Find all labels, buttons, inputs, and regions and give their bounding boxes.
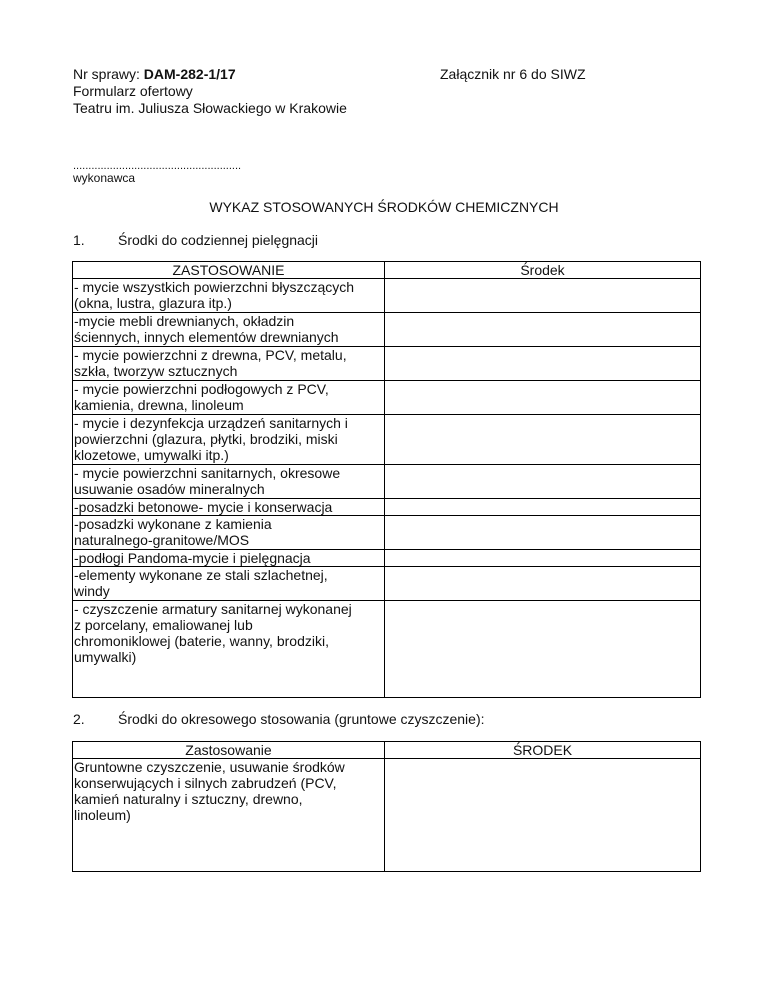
application-text-line: usuwanie osadów mineralnych — [74, 481, 265, 497]
product-entry-cell[interactable] — [385, 516, 701, 550]
table-row — [73, 601, 701, 698]
application-cell — [73, 415, 385, 465]
contractor-label: wykonawca — [73, 171, 136, 185]
table-row — [73, 465, 701, 499]
form-line: Formularz ofertowy — [73, 83, 193, 99]
application-text-line: Gruntowne czyszczenie, usuwanie środków — [74, 759, 345, 775]
table-row — [73, 415, 701, 465]
product-entry-cell[interactable] — [385, 567, 701, 601]
section1-heading: Środki do codziennej pielęgnacji — [118, 232, 319, 248]
product-entry-cell[interactable] — [385, 347, 701, 381]
application-text-line: linoleum) — [74, 807, 131, 823]
application-text-line: - mycie powierzchni podłogowych z PCV, — [74, 381, 329, 397]
product-entry-cell[interactable] — [385, 759, 701, 872]
column-header-product: Środek — [385, 262, 701, 279]
column-header-product: ŚRODEK — [385, 742, 701, 759]
document-title: WYKAZ STOSOWANYCH ŚRODKÓW CHEMICZNYCH — [209, 199, 559, 215]
column-header-application: ZASTOSOWANIE — [73, 262, 385, 279]
table-header-row — [73, 742, 701, 759]
table-row — [73, 313, 701, 347]
case-info-block — [73, 66, 413, 117]
application-cell — [73, 499, 385, 516]
application-text-line: - mycie wszystkich powierzchni błyszczących — [74, 279, 355, 295]
product-entry-cell[interactable] — [385, 499, 701, 516]
application-cell — [73, 567, 385, 601]
theatre-line: Teatru im. Juliusza Słowackiego w Krakowie — [73, 100, 347, 116]
product-entry-cell[interactable] — [385, 550, 701, 567]
section2-number: 2. — [73, 711, 85, 727]
application-text-line: -podłogi Pandoma-mycie i pielęgnacja — [74, 550, 311, 566]
periodic-cleaning-table — [72, 741, 701, 872]
column-header-application: Zastosowanie — [73, 742, 385, 759]
application-cell — [73, 516, 385, 550]
table-row — [73, 516, 701, 550]
application-cell — [73, 465, 385, 499]
product-entry-cell[interactable] — [385, 313, 701, 347]
table-header-row — [73, 262, 701, 279]
application-text-line: umywalki) — [74, 649, 137, 665]
table-row — [73, 499, 701, 516]
section1-number: 1. — [73, 232, 85, 248]
application-cell — [73, 381, 385, 415]
case-number: DAM-282-1/17 — [143, 66, 236, 82]
application-text-line: -mycie mebli drewnianych, okładzin — [74, 313, 295, 329]
table-row — [73, 347, 701, 381]
application-text-line: kamienia, drewna, linoleum — [74, 397, 244, 413]
product-entry-cell[interactable] — [385, 601, 701, 698]
application-text-line: -posadzki wykonane z kamienia — [74, 516, 272, 532]
contractor-signature-line: ....................................................... — [73, 160, 242, 172]
table-row — [73, 550, 701, 567]
table-row — [73, 279, 701, 313]
application-text-line: chromoniklowej (baterie, wanny, brodziki, — [74, 633, 329, 649]
product-entry-cell[interactable] — [385, 415, 701, 465]
application-cell — [73, 759, 385, 872]
application-text-line: z porcelany, emaliowanej lub — [74, 617, 253, 633]
application-cell — [73, 601, 385, 698]
product-entry-cell[interactable] — [385, 465, 701, 499]
application-text-line: -elementy wykonane ze stali szlachetnej, — [74, 567, 328, 583]
application-text-line: - czyszczenie armatury sanitarnej wykonanej — [74, 601, 352, 617]
product-entry-cell[interactable] — [385, 279, 701, 313]
application-text-line: - mycie powierzchni z drewna, PCV, metalu, — [74, 347, 347, 363]
table-row — [73, 381, 701, 415]
application-text-line: ściennych, innych elementów drewnianych — [74, 329, 339, 345]
application-text-line: powierzchni (glazura, płytki, brodziki, miski — [74, 431, 338, 447]
table-row — [73, 567, 701, 601]
application-text-line: konserwujących i silnych zabrudzeń (PCV, — [74, 775, 337, 791]
application-cell — [73, 313, 385, 347]
application-text-line: (okna, lustra, glazura itp.) — [74, 295, 232, 311]
application-text-line: kamień naturalny i sztuczny, drewno, — [74, 791, 303, 807]
application-text-line: - mycie i dezynfekcja urządzeń sanitarnych i — [74, 415, 348, 431]
table-row — [73, 759, 701, 872]
attachment-label: Załącznik nr 6 do SIWZ — [440, 66, 586, 82]
section2-heading: Środki do okresowego stosowania (gruntowe czyszczenie): — [118, 711, 485, 727]
application-cell — [73, 347, 385, 381]
application-text-line: szkła, tworzyw sztucznych — [74, 363, 238, 379]
product-entry-cell[interactable] — [385, 381, 701, 415]
application-cell — [73, 550, 385, 567]
application-text-line: -posadzki betonowe- mycie i konserwacja — [74, 499, 333, 515]
case-number-line — [73, 66, 413, 83]
application-text-line: windy — [74, 583, 110, 599]
daily-care-table — [72, 261, 701, 698]
case-label: Nr sprawy: — [73, 66, 144, 82]
application-text-line: - mycie powierzchni sanitarnych, okresowe — [74, 465, 341, 481]
application-text-line: naturalnego-granitowe/MOS — [74, 532, 250, 548]
application-text-line: klozetowe, umywalki itp.) — [74, 447, 229, 463]
application-cell — [73, 279, 385, 313]
